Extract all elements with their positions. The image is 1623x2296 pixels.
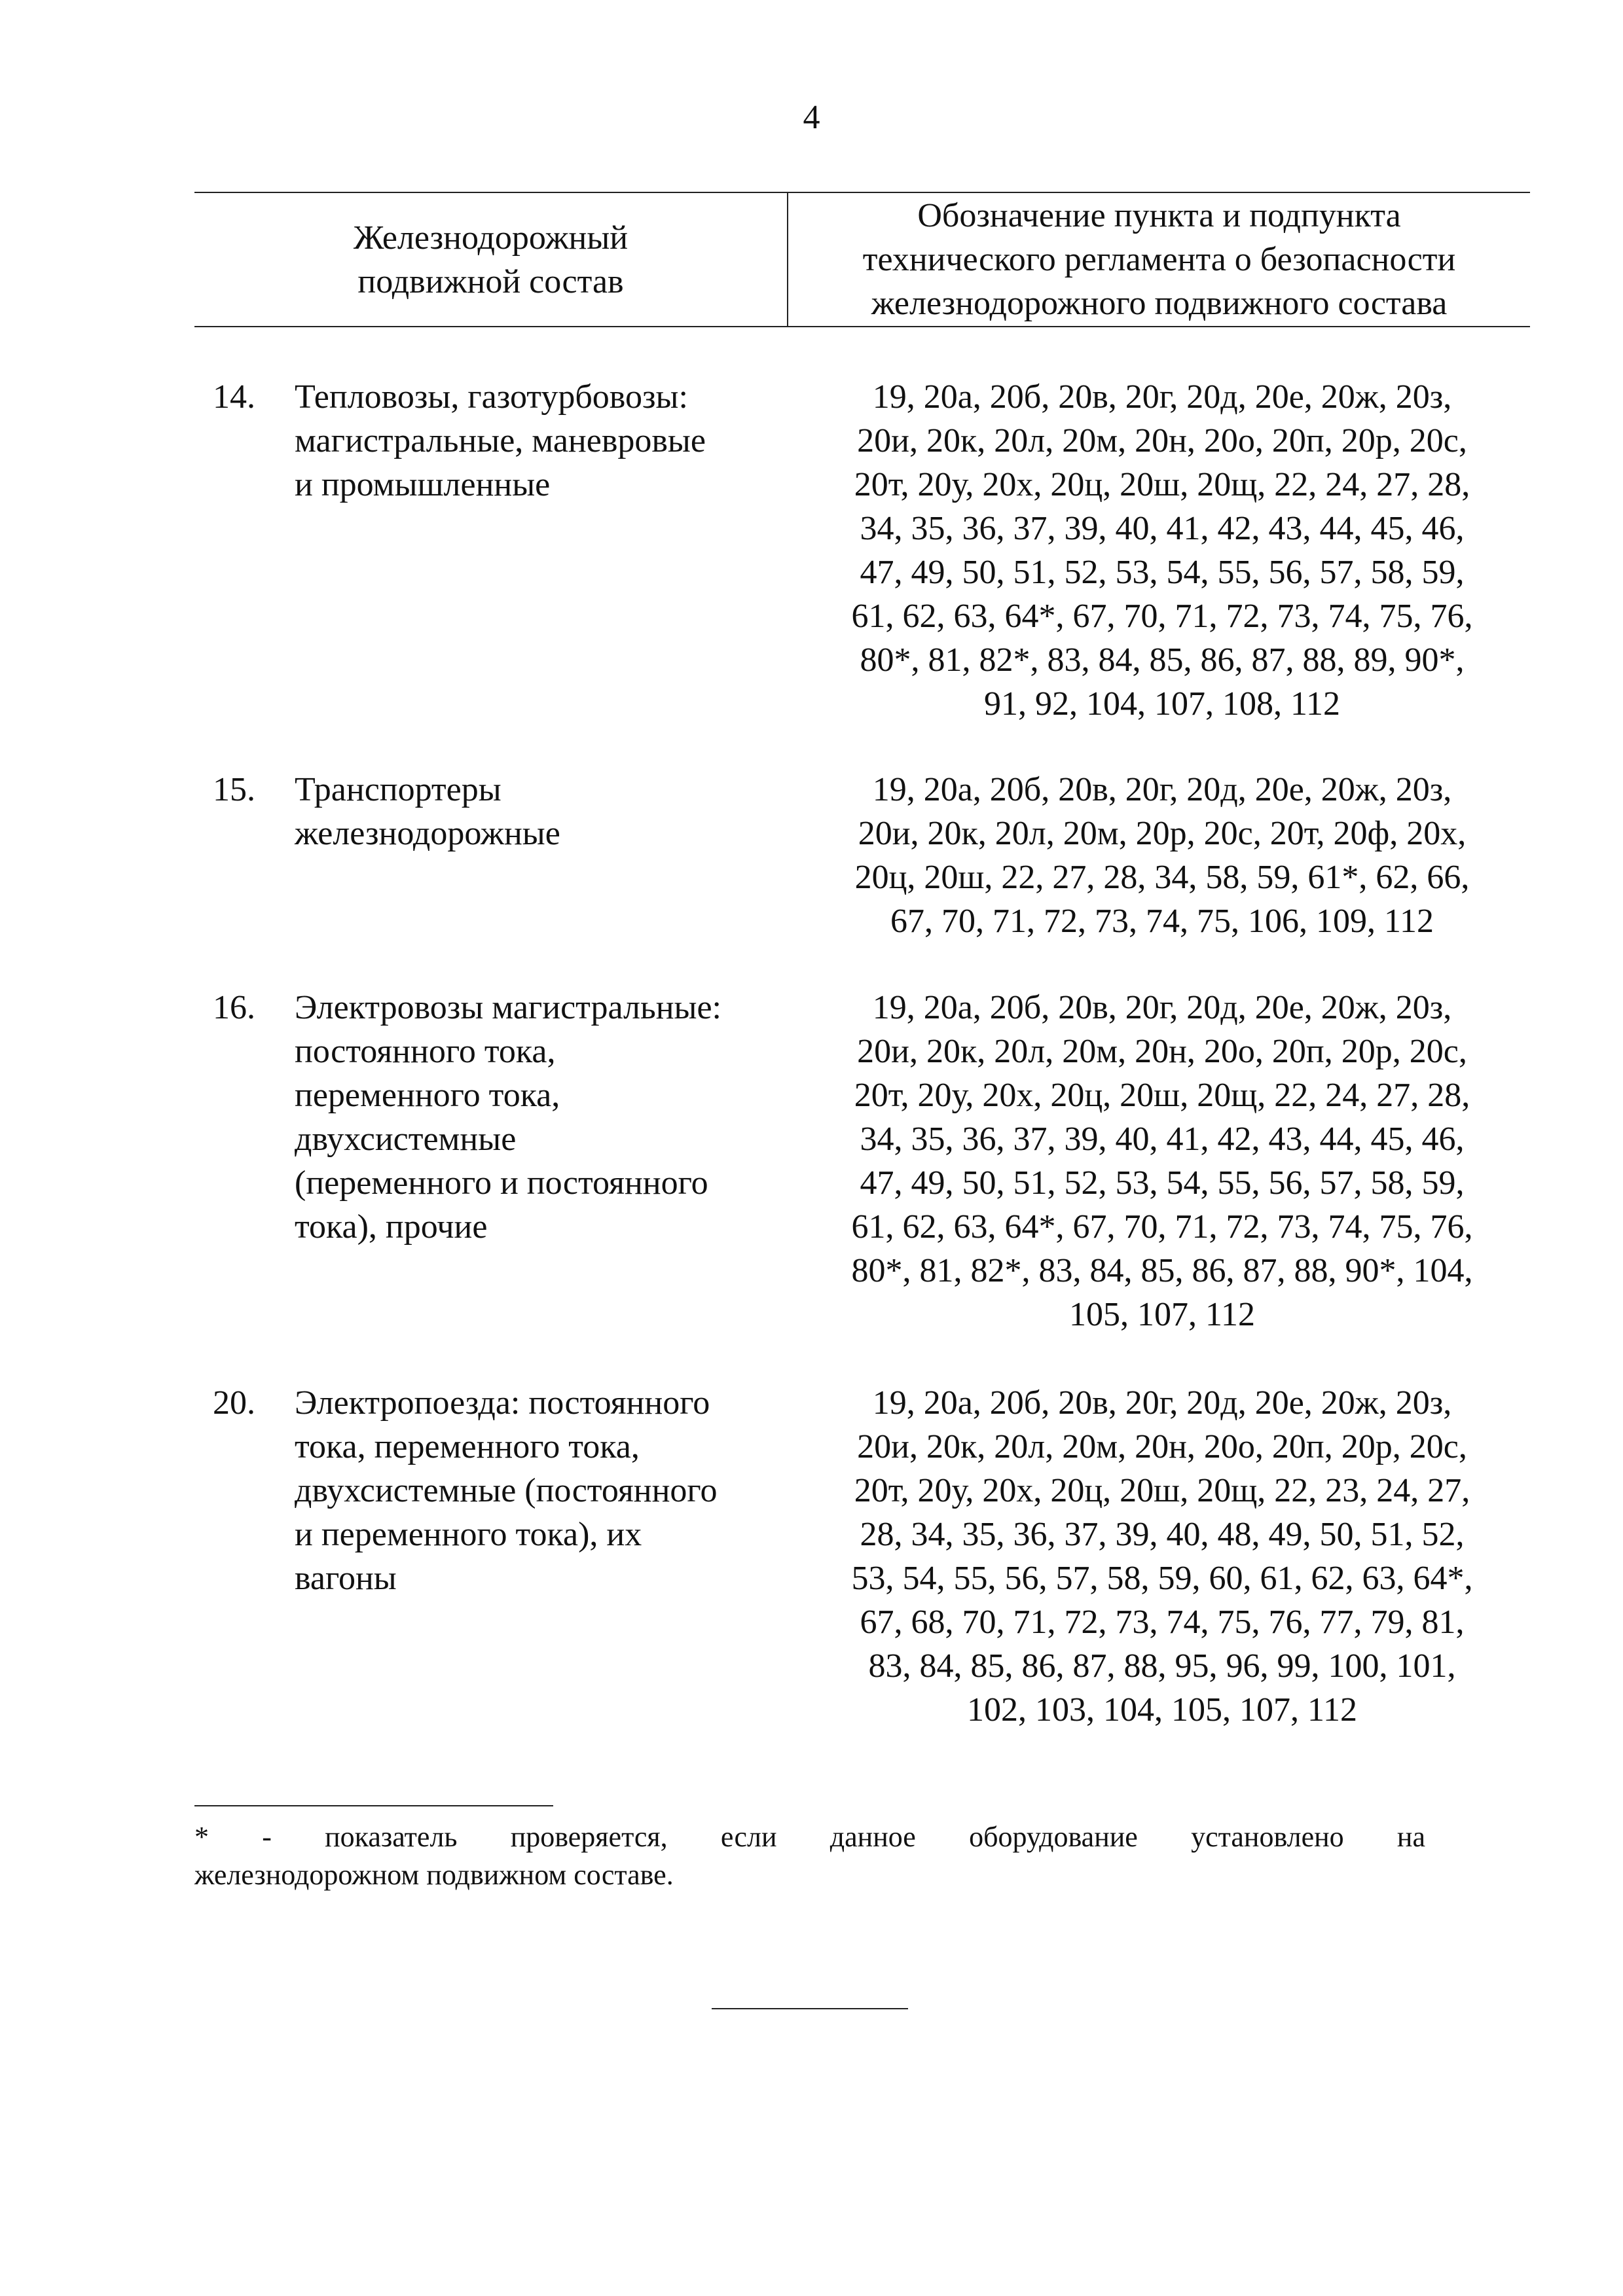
rolling-stock-name: Электропоезда: постоянного тока, переменного тока, двухсистемные (постоянного и переменного тока), их вагоны [295,1384,718,1597]
page-number: 4 [803,99,820,136]
footnote-separator [194,1805,553,1806]
row-number: 15. [213,771,255,808]
footnote-word: показатель [325,1821,458,1853]
header-rolling-stock: Железнодорожный подвижной состав [353,219,629,300]
footnote-word: оборудование [969,1821,1138,1853]
footnote-word: проверяется, [510,1821,668,1853]
rolling-stock-name: Транспортеры железнодорожные [295,771,560,852]
header-regulation-points: Обозначение пункта и подпункта технического регламента о безопасности железнодорожного подвижного состава [862,197,1456,322]
rolling-stock-name: Тепловозы, газотурбовозы: магистральные, маневровые и промышленные [295,378,706,503]
footnote-word: данное [830,1821,916,1853]
row-number: 16. [213,989,255,1026]
footnote-word: на [1396,1821,1425,1853]
regulation-points: 19, 20а, 20б, 20в, 20г, 20д, 20е, 20ж, 20з, 20и, 20к, 20л, 20м, 20н, 20о, 20п, 20р, 20с, 20т, 20у, 20х, 20ц, 20ш, 20щ, 22, 24, 27, 28, 34, 35, 36, 37, 39, 40, 41, 42, 43, 44, 45, 46, 47, 49, 50, 51, 52, 53, 54, 55, 56, 57, 58, 59, 61, 62, 63, 64*, 67, 70, 71, 72, 73, 74, 75, 76, 80*, 81, 82*, 83, 84, 85, 86, 87, 88, 90*, 104, 105, 107, 112 [851,989,1473,1333]
regulation-points: 19, 20а, 20б, 20в, 20г, 20д, 20е, 20ж, 20з, 20и, 20к, 20л, 20м, 20р, 20с, 20т, 20ф, 20х, 20ц, 20ш, 22, 27, 28, 34, 58, 59, 61*, 62, 66, 67, 70, 71, 72, 73, 74, 75, 106, 109, 112 [854,771,1470,940]
row-number: 20. [213,1384,255,1422]
regulation-points: 19, 20а, 20б, 20в, 20г, 20д, 20е, 20ж, 20з, 20и, 20к, 20л, 20м, 20н, 20о, 20п, 20р, 20с, 20т, 20у, 20х, 20ц, 20ш, 20щ, 22, 23, 24, 27, 28, 34, 35, 36, 37, 39, 40, 48, 49, 50, 51, 52, 53, 54, 55, 56, 57, 58, 59, 60, 61, 62, 63, 64*, 67, 68, 70, 71, 72, 73, 74, 75, 76, 77, 79, 81, 83, 84, 85, 86, 87, 88, 95, 96, 99, 100, 101, 102, 103, 104, 105, 107, 112 [851,1384,1473,1729]
footnote-line-1 [194,1818,1425,1856]
footnote-word: установлено [1191,1821,1344,1853]
footnote-word: если [720,1821,777,1853]
footnote-word: - [262,1821,272,1853]
end-of-page-rule [712,2008,908,2009]
footnote-line-2: железнодорожном подвижном составе. [194,1859,674,1891]
footnote [194,1818,1425,1894]
table-header [194,192,1530,327]
row-number: 14. [213,378,255,416]
regulation-points: 19, 20а, 20б, 20в, 20г, 20д, 20е, 20ж, 20з, 20и, 20к, 20л, 20м, 20н, 20о, 20п, 20р, 20с, 20т, 20у, 20х, 20ц, 20ш, 20щ, 22, 24, 27, 28, 34, 35, 36, 37, 39, 40, 41, 42, 43, 44, 45, 46, 47, 49, 50, 51, 52, 53, 54, 55, 56, 57, 58, 59, 61, 62, 63, 64*, 67, 70, 71, 72, 73, 74, 75, 76, 80*, 81, 82*, 83, 84, 85, 86, 87, 88, 89, 90*, 91, 92, 104, 107, 108, 112 [851,378,1473,723]
rolling-stock-name: Электровозы магистральные: постоянного тока, переменного тока, двухсистемные (переменного и постоянного тока), прочие [295,989,722,1246]
footnote-word: * [194,1821,209,1853]
